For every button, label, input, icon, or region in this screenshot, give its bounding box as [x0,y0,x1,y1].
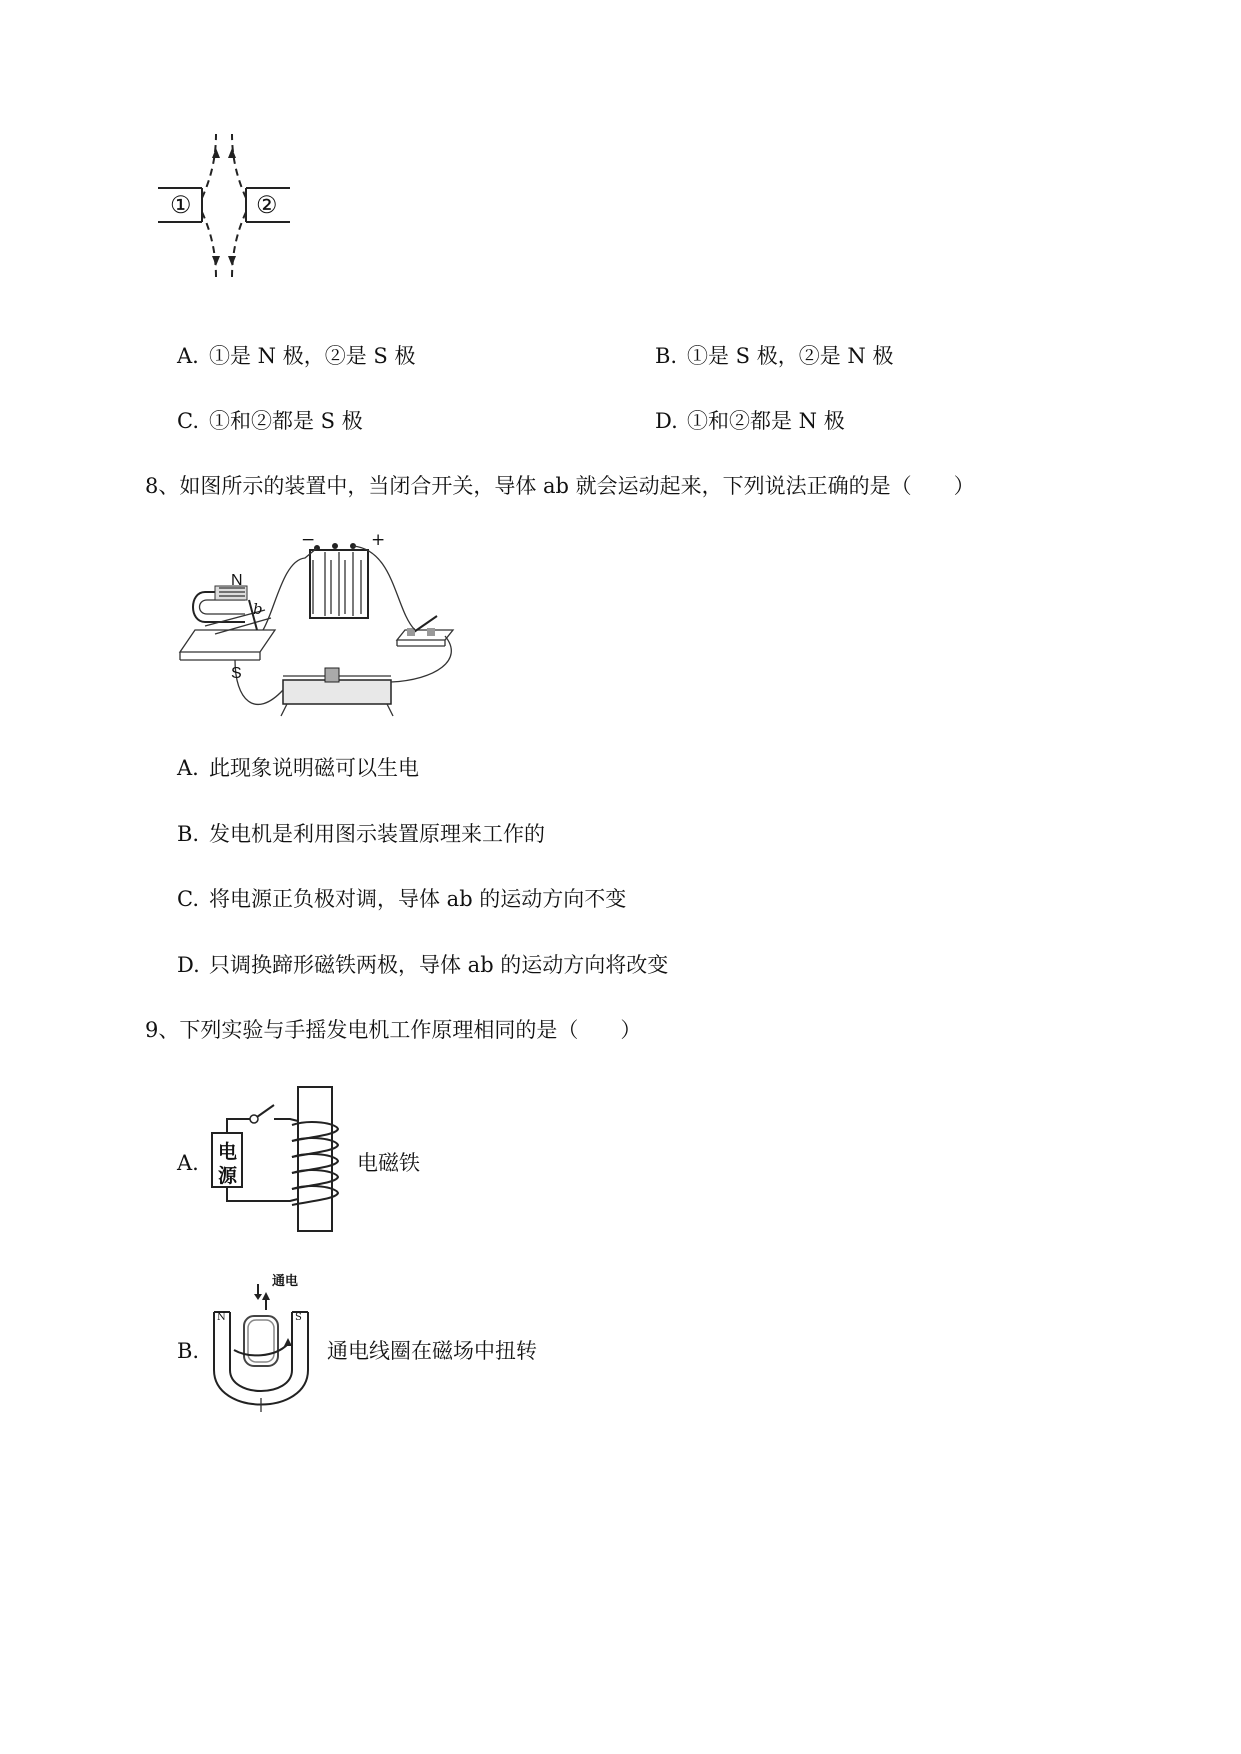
q9-option-a-caption: 电磁铁 [357,1151,420,1175]
battery-plus-label: + [371,530,386,550]
q9-option-a-letter[interactable]: A. [177,1151,199,1175]
battery-minus-label: − [301,530,316,550]
q9-stem: 9、下列实验与手摇发电机工作原理相同的是（ ） [145,1018,642,1042]
source-label-2: 源 [218,1165,238,1187]
q7-option-c[interactable] [177,408,363,434]
q8-option-a[interactable] [177,755,419,781]
option-text: ①是 N 极，②是 S 极 [209,344,416,368]
option-letter: A. [177,756,199,780]
conductor-b-label: b [253,600,263,618]
q8-stem: 8、如图所示的装置中，当闭合开关，导体 ab 就会运动起来，下列说法正确的是（ ） [145,474,975,498]
q7-figure [150,130,310,290]
pole-s-label: S [295,1312,302,1323]
q7-option-a[interactable] [177,343,415,369]
q9-option-a-figure [210,1085,340,1235]
q7-option-d[interactable] [655,408,845,434]
source-label-1: 电 [218,1141,238,1163]
option-letter: D. [177,953,200,977]
option-letter: A. [177,344,199,368]
q8-option-b[interactable] [177,821,545,847]
q9-option-b-figure [208,1266,318,1416]
option-text: 只调换蹄形磁铁两极，导体 ab 的运动方向将改变 [209,953,669,977]
magnet-2-label: ② [256,191,278,219]
pole-n-label: N [217,1312,226,1323]
q9-option-b-caption: 通电线圈在磁场中扭转 [327,1339,537,1363]
option-text: 发电机是利用图示装置原理来工作的 [209,822,545,846]
option-letter: B. [655,344,678,368]
option-letter: C. [177,409,199,433]
option-text: 此现象说明磁可以生电 [209,756,419,780]
option-letter: B. [177,822,200,846]
current-label: 通电 [272,1274,299,1289]
q8-figure [175,530,465,725]
option-text: ①和②都是 S 极 [209,409,363,433]
option-text: ①和②都是 N 极 [687,409,845,433]
q8-option-d[interactable] [177,952,668,978]
q8-circuit-diagram [175,530,465,725]
pole-n-label: N [231,572,243,589]
q7-option-b[interactable] [655,343,893,369]
q9-option-b-letter[interactable]: B. [177,1339,200,1363]
coil-in-magnet-diagram [208,1266,318,1416]
option-text: ①是 S 极，②是 N 极 [687,344,894,368]
magnet-1-label: ① [170,191,192,219]
option-letter: D. [655,409,678,433]
q8-option-c[interactable] [177,886,626,912]
option-text: 将电源正负极对调，导体 ab 的运动方向不变 [209,887,627,911]
option-letter: C. [177,887,199,911]
pole-s-label: S [231,665,242,682]
